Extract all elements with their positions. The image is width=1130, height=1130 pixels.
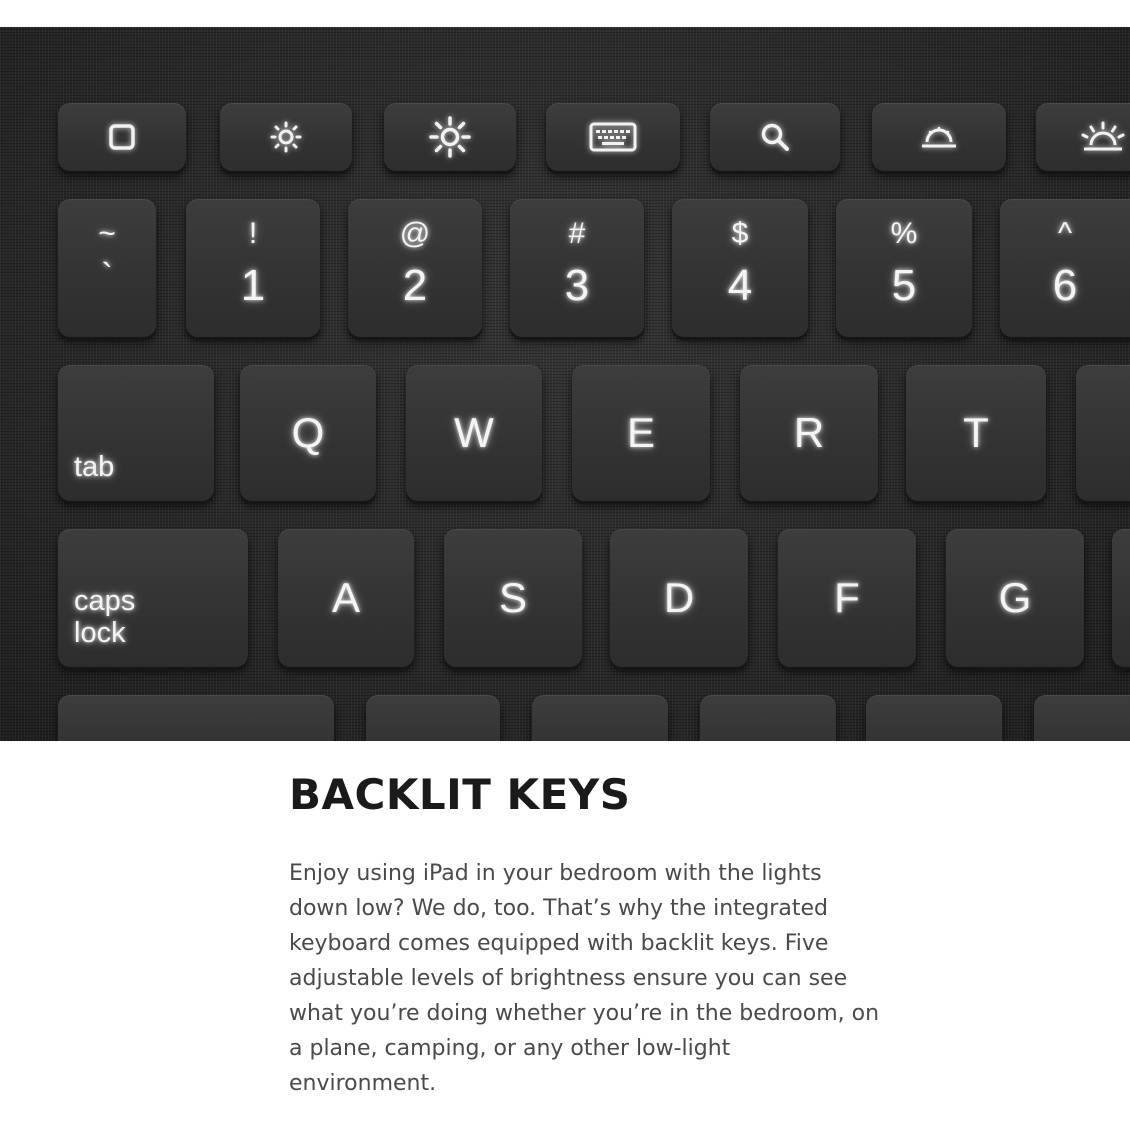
- description-line: keyboard comes equipped with backlit keys. Five: [289, 931, 829, 956]
- keyboard-photo: [0, 27, 1130, 741]
- key-partial-v: [866, 695, 1002, 741]
- home-key: [58, 103, 186, 171]
- key-q: Q: [240, 365, 376, 501]
- key-e: E: [572, 365, 710, 501]
- section-description: [289, 856, 909, 1101]
- brightness-up-key: [384, 103, 516, 171]
- key-tab: tab: [58, 365, 214, 501]
- key-3: # 3: [510, 199, 644, 337]
- onscreen-keyboard-key: [546, 103, 680, 171]
- key-partial-h: [1112, 529, 1130, 667]
- search-icon: [758, 120, 792, 154]
- key-caps-lock: caps lock: [58, 529, 248, 667]
- description-line: adjustable levels of brightness ensure you can see: [289, 966, 848, 991]
- description-line: a plane, camping, or any other low-light: [289, 1036, 731, 1061]
- brightness-low-icon: [269, 120, 303, 154]
- description-line: what you’re doing whether you’re in the bedroom, on: [289, 1001, 880, 1026]
- key-1: ! 1: [186, 199, 320, 337]
- description-line: Enjoy using iPad in your bedroom with the lights: [289, 861, 822, 886]
- key-partial-b: [1034, 695, 1130, 741]
- key-2: @ 2: [348, 199, 482, 337]
- key-t: T: [906, 365, 1046, 501]
- home-square-icon: [107, 122, 137, 152]
- key-f: F: [778, 529, 916, 667]
- key-6: ^ 6: [1000, 199, 1130, 337]
- brightness-high-icon: [429, 116, 471, 158]
- backlight-up-icon: [1080, 121, 1126, 153]
- key-4: $ 4: [672, 199, 808, 337]
- backlight-down-icon: [918, 124, 960, 150]
- onscreen-keyboard-icon: [589, 122, 637, 152]
- key-g: G: [946, 529, 1084, 667]
- description-line: environment.: [289, 1071, 437, 1096]
- search-key: [710, 103, 840, 171]
- key-shift: [58, 695, 334, 741]
- key-partial-z: [366, 695, 500, 741]
- key-r: R: [740, 365, 878, 501]
- key-d: D: [610, 529, 748, 667]
- key-s: S: [444, 529, 582, 667]
- key-tilde: ~ `: [58, 199, 156, 337]
- backlight-down-key: [872, 103, 1006, 171]
- key-5: % 5: [836, 199, 972, 337]
- backlight-up-key: [1036, 103, 1130, 171]
- key-partial-y: [1076, 365, 1130, 501]
- description-line: down low? We do, too. That’s why the integrated: [289, 896, 828, 921]
- key-partial-c: [700, 695, 836, 741]
- key-partial-x: [532, 695, 668, 741]
- brightness-down-key: [220, 103, 352, 171]
- key-w: W: [406, 365, 542, 501]
- section-title: BACKLIT KEYS: [289, 770, 631, 819]
- key-a: A: [278, 529, 414, 667]
